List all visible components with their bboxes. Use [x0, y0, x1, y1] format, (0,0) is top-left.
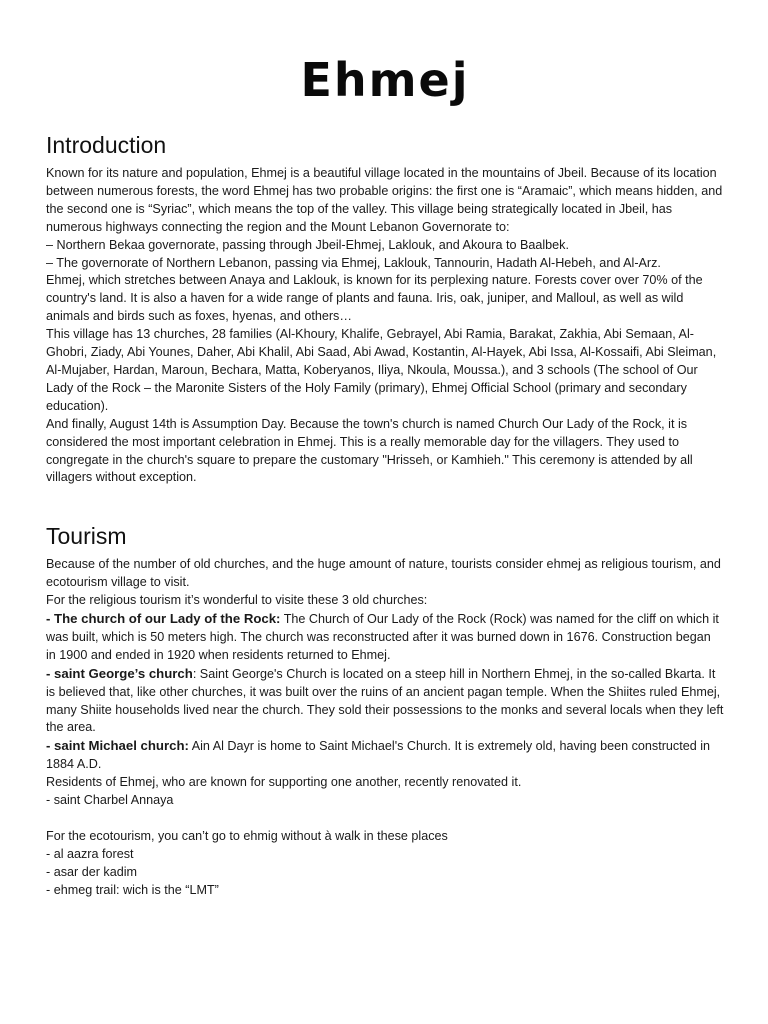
tourism-body	[46, 556, 724, 899]
spacer	[46, 810, 724, 828]
church-name: - saint Michael church:	[46, 738, 189, 754]
church-entry	[46, 610, 724, 665]
eco-place-item: - al aazra forest	[46, 846, 134, 861]
intro-paragraph: This village has 13 churches, 28 families (Al-Khoury, Khalife, Gebrayel, Abi Ramia, Barakat, Zakhia, Abi Semaan, Al-Ghobri, Ziady, Abi Younes, Daher, Abi Khalil, Abi Saad, Abi Awad, Kostantin, Al-Hayek, Abi Issa, Al-Kossaifi, Abi Sleiman, Al-Mujaber, Hardan, Maroun, Bechara, Matta, Koberyanos, Iliya, Nkoula, Moussa.), and 3 schools (The school of Our Lady of the Rock – the Maronite Sisters of the Holy Family (primary), Ehmej Official School (primary and secondary education).	[46, 327, 717, 413]
intro-paragraph: And finally, August 14th is Assumption Day. Because the town's church is named Church Our Lady of the Rock, it is considered the most important celebration in Ehmej. This is a really memorable day for the villagers. They used to congregate in the church's square to prepare the customary "Hrisseh, or Kamhieh." This ceremony is attended by all villagers without exception.	[46, 416, 693, 485]
church-name: - The church of our Lady of the Rock:	[46, 611, 281, 627]
church-description: Ain Al Dayr is home to Saint Michael's Church. It is extremely old, having been constructed in 1884 A.D.	[46, 739, 711, 772]
church-entry	[46, 737, 724, 774]
church-entry	[46, 665, 724, 738]
church-description: : Saint George's Church is located on a steep hill in Northern Ehmej, in the so-called Bkarta. It is believed that, like other churches, it was built over the ruins of an ancient pagan temple. When the Shiites ruled Ehmej, many Shiite households lived near the church. They sold their possessions to the monks and several locals when they left the area.	[46, 666, 724, 735]
intro-paragraph: – The governorate of Northern Lebanon, passing via Ehmej, Laklouk, Tannourin, Hadath Al-Hebeh, and Al-Arz.	[46, 255, 661, 270]
document-page	[46, 48, 724, 900]
eco-place-item: - ehmeg trail: wich is the “LMT”	[46, 882, 219, 897]
residents-line: Residents of Ehmej, who are known for supporting one another, recently renovated it.	[46, 775, 522, 790]
tourism-intro-line: Because of the number of old churches, and the huge amount of nature, tourists consider ehmej as religious tourism, and ecotourism village to visit.	[46, 557, 721, 590]
introduction-heading: Introduction	[46, 132, 167, 158]
tourism-heading: Tourism	[46, 523, 127, 550]
charbel-line: - saint Charbel Annaya	[46, 793, 174, 808]
document-title: Ehmej	[300, 53, 470, 107]
eco-place-item: - asar der kadim	[46, 864, 137, 879]
church-description: The Church of Our Lady of the Rock (Rock) was named for the cliff on which it was built, which is 50 meters high. The church was reconstructed after it was burned down in 1676. Construction began in 1900 and ended in 1920 when residents returned to Ehmej.	[46, 612, 719, 662]
church-name: - saint George’s church	[46, 665, 193, 681]
ecotourism-intro: For the ecotourism, you can’t go to ehmig without à walk in these places	[46, 828, 448, 843]
tourism-intro-line: For the religious tourism it’s wonderful to visite these 3 old churches:	[46, 593, 428, 608]
intro-paragraph: Ehmej, which stretches between Anaya and Laklouk, is known for its perplexing nature. Forests cover over 70% of the country's land. It is also a haven for a wide range of plants and fauna. Iris, oak, juniper, and Malloul, as well as wild animals and birds such as foxes, hyenas, and others…	[46, 273, 703, 324]
introduction-body	[46, 165, 724, 487]
intro-paragraph: Known for its nature and population, Ehmej is a beautiful village located in the mountains of Jbeil. Because of its location between numerous forests, the word Ehmej has two probable origins: the first one is “Aramaic”, which means hidden, and the second one is “Syriac”, which means the top of the valley. This village being strategically located in Jbeil, has numerous highways connecting the region and the Mount Lebanon Governorate to:	[46, 166, 723, 234]
intro-paragraph: – Northern Bekaa governorate, passing through Jbeil-Ehmej, Laklouk, and Akoura to Baalbek.	[46, 237, 569, 252]
